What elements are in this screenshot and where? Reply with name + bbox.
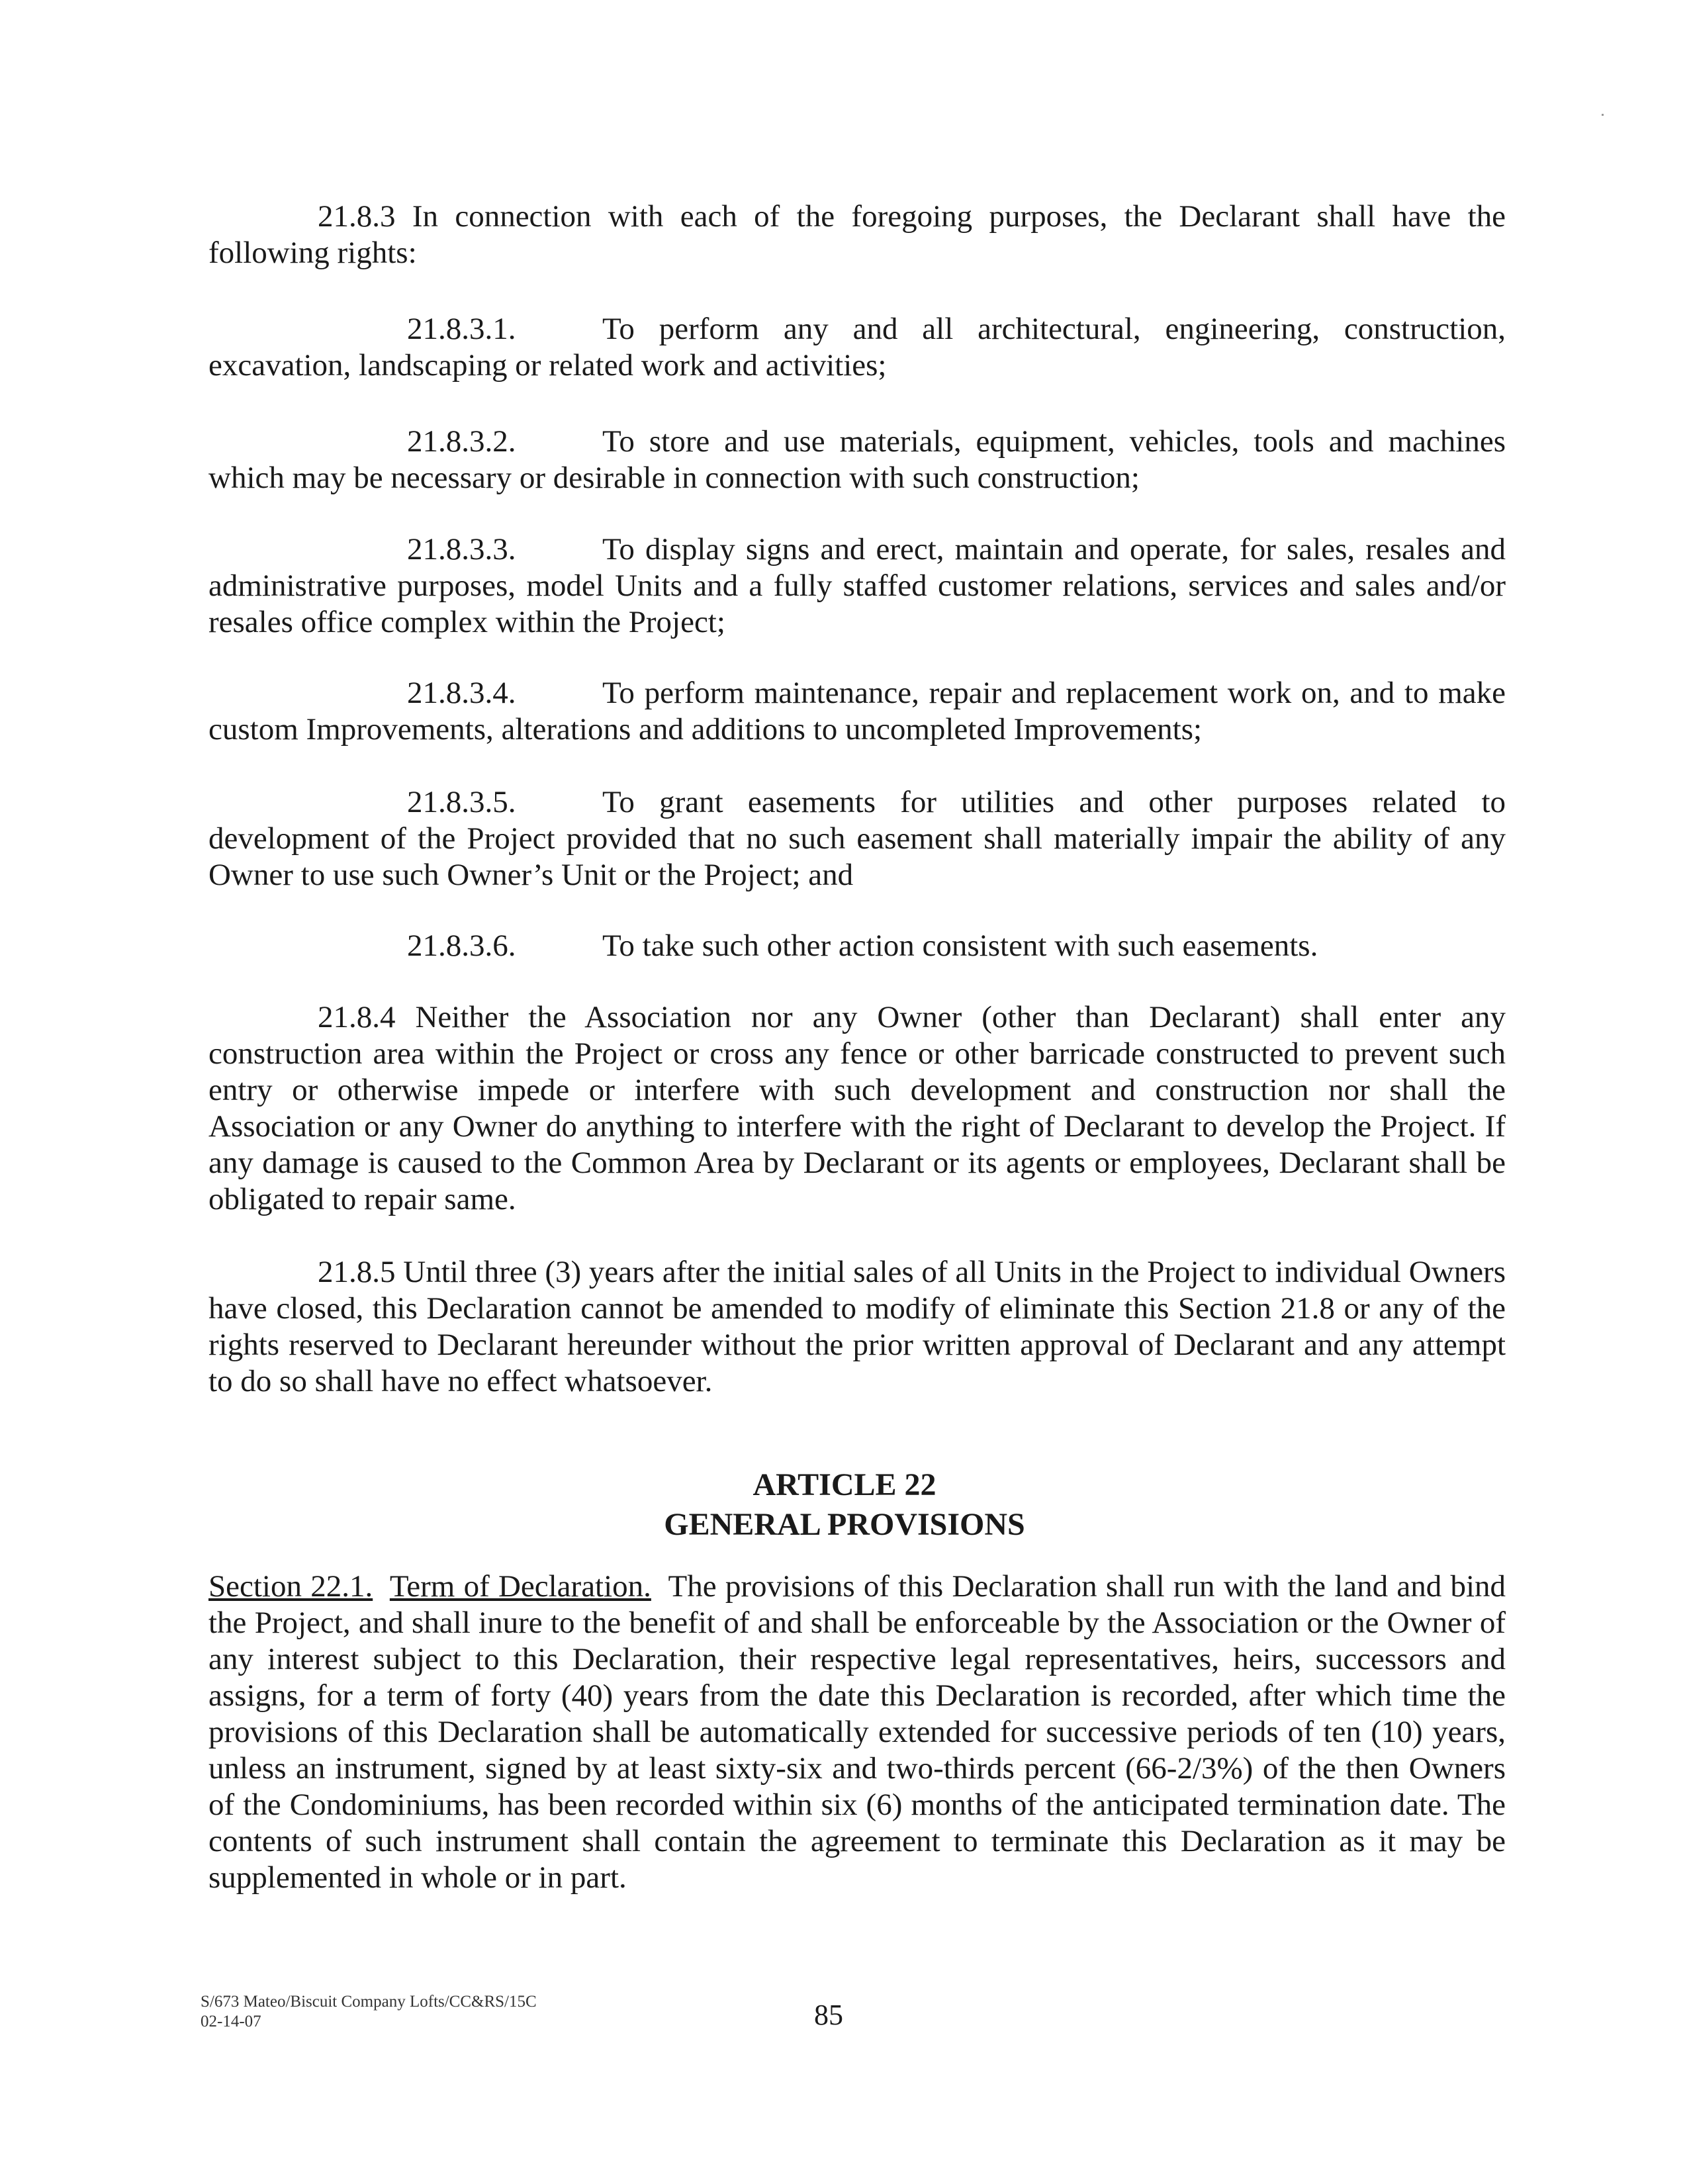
item-text: To grant easements for utilities and other purposes related to development of the Project provided that no such easement shall materially impair the ability of any Owner to use such Owner’s Unit or the Project; and [208, 785, 1506, 892]
paragraph-21-8-5: 21.8.5 Until three (3) years after the initial sales of all Units in the Project to individual Owners have closed, this Declaration cannot be amended to modify of eliminate this Section 21.8 or any of the rights reserved to Declarant hereunder without the prior written approval of Declarant and any attempt to do so shall have no effect whatsoever. [208, 1255, 1506, 1398]
item-text: To store and use materials, equipment, vehicles, tools and machines which may be necessary or desirable in connection with such construction; [208, 424, 1506, 495]
page-number: 85 [814, 1999, 843, 2031]
item-21-8-3-2 [208, 424, 1506, 496]
scan-speck [1602, 114, 1604, 116]
item-number: 21.8.3.4. [407, 676, 516, 710]
item-21-8-3-3 [208, 531, 1506, 641]
item-number: 21.8.3.3. [407, 532, 516, 567]
item-number: 21.8.3.5. [407, 785, 516, 819]
item-21-8-3-5 [208, 784, 1506, 893]
section-22-1 [208, 1569, 1506, 1896]
item-21-8-3-6 [208, 928, 1506, 964]
footer-file-path: S/673 Mateo/Biscuit Company Lofts/CC&RS/15C [201, 1993, 537, 2011]
item-number: 21.8.3.6. [407, 929, 516, 963]
paragraph-21-8-4: 21.8.4 Neither the Association nor any Owner (other than Declarant) shall enter any construction area within the Project or cross any fence or other barricade constructed to prevent such entry or otherwise impede or interfere with such development and construction nor shall the Association or any Owner do anything to interfere with the right of Declarant to develop the Project. If any damage is caused to the Common Area by Declarant or its agents or employees, Declarant shall be obligated to repair same. [208, 1000, 1506, 1216]
article-number: ARTICLE 22 [753, 1467, 936, 1502]
section-label: Section 22.1. [208, 1569, 373, 1604]
item-text: To take such other action consistent with such easements. [602, 929, 1318, 963]
article-title: GENERAL PROVISIONS [664, 1507, 1025, 1542]
paragraph-21-8-3: 21.8.3 In connection with each of the foregoing purposes, the Declarant shall have the following rights: [208, 199, 1506, 270]
footer-date: 02-14-07 [201, 2013, 261, 2030]
item-21-8-3-1 [208, 311, 1506, 384]
item-number: 21.8.3.2. [407, 424, 516, 459]
section-text: The provisions of this Declaration shall run with the land and bind the Project, and shall inure to the benefit of and shall be enforceable by the Association or the Owner of any interest subject to this Declaration, their respective legal representatives, heirs, successors and assigns, for a term of forty (40) years from the date this Declaration is recorded, after which time the provisions of this Declaration shall be automatically extended for successive periods of ten (10) years, unless an instrument, signed by at least sixty-six and two-thirds percent (66-2/3%) of the then Owners of the Condominiums, has been recorded within six (6) months of the anticipated termination date. The contents of such instrument shall contain the agreement to terminate this Declaration as it may be supplemented in whole or in part. [208, 1569, 1506, 1895]
item-number: 21.8.3.1. [407, 312, 516, 346]
item-21-8-3-4 [208, 675, 1506, 748]
item-text: To perform maintenance, repair and replacement work on, and to make custom Improvements, alterations and additions to uncompleted Improvements; [208, 676, 1506, 747]
footer-file-reference [201, 1992, 537, 2032]
section-heading: Term of Declaration. [389, 1569, 651, 1604]
item-text: To perform any and all architectural, engineering, construction, excavation, landscaping or related work and activities; [208, 312, 1506, 383]
item-text: To display signs and erect, maintain and operate, for sales, resales and administrative purposes, model Units and a fully staffed customer relations, services and sales and/or resales office complex within the Project; [208, 532, 1506, 639]
